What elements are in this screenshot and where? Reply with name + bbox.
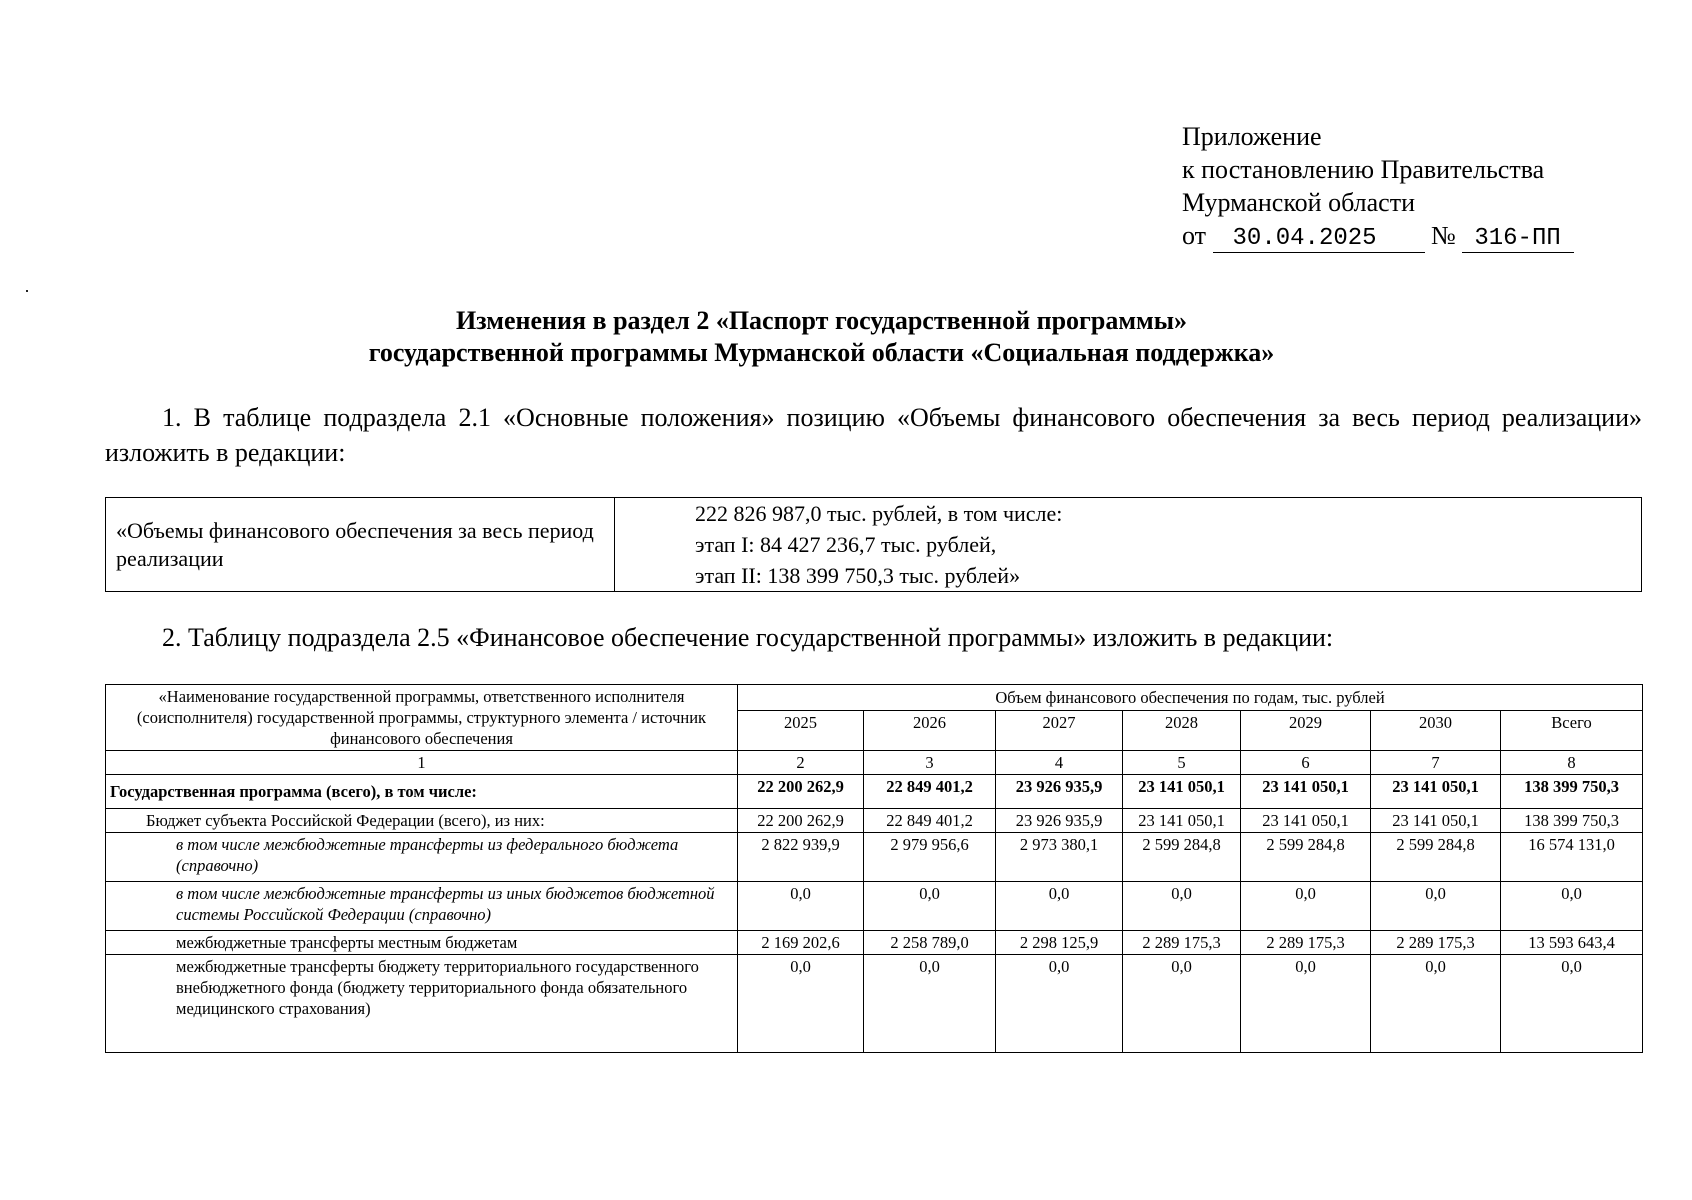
cell-value: 2 289 175,3 — [1371, 931, 1501, 955]
column-number-row — [106, 751, 1643, 775]
funding-volume-value — [615, 498, 1642, 592]
cell-value: 23 926 935,9 — [996, 775, 1123, 809]
cell-value: 22 200 262,9 — [738, 809, 864, 833]
cell-value: 22 849 401,2 — [864, 775, 996, 809]
appendix-line-3: Мурманской области — [1182, 188, 1415, 217]
funding-value-line: этап II: 138 399 750,3 тыс. рублей» — [695, 563, 1021, 588]
funding-volume-table — [105, 497, 1642, 592]
table-row — [106, 833, 1643, 882]
year-header: 2028 — [1123, 711, 1241, 751]
row-label: в том числе межбюджетные трансферты из иных бюджетов бюджетной системы Российской Федерации (справочно) — [106, 882, 738, 931]
cell-value: 0,0 — [738, 882, 864, 931]
year-header: 2025 — [738, 711, 864, 751]
document-title — [105, 305, 1538, 369]
cell-value: 2 822 939,9 — [738, 833, 864, 882]
cell-value: 2 258 789,0 — [864, 931, 996, 955]
scan-speck — [26, 290, 28, 292]
funding-value-line: 222 826 987,0 тыс. рублей, в том числе: — [695, 501, 1063, 526]
cell-value: 0,0 — [996, 955, 1123, 1053]
cell-value: 23 141 050,1 — [1371, 775, 1501, 809]
from-label: от — [1182, 221, 1207, 250]
resolution-number: 316-ПП — [1462, 226, 1574, 253]
cell-value: 2 973 380,1 — [996, 833, 1123, 882]
cell-value: 0,0 — [738, 955, 864, 1053]
table-row — [106, 809, 1643, 833]
column-number: 2 — [738, 751, 864, 775]
year-header: 2027 — [996, 711, 1123, 751]
title-line-2: государственной программы Мурманской области «Социальная поддержка» — [368, 338, 1275, 367]
appendix-date-line — [1182, 219, 1574, 253]
cell-value: 16 574 131,0 — [1501, 833, 1643, 882]
row-label: Бюджет субъекта Российской Федерации (всего), из них: — [106, 809, 738, 833]
cell-value: 0,0 — [1501, 882, 1643, 931]
funding-volume-label: «Объемы финансового обеспечения за весь период реализации — [106, 498, 615, 592]
table-row — [106, 775, 1643, 809]
appendix-line-1: Приложение — [1182, 122, 1322, 151]
header-row — [106, 685, 1643, 711]
cell-value: 2 599 284,8 — [1371, 833, 1501, 882]
cell-value: 0,0 — [1241, 882, 1371, 931]
cell-value: 0,0 — [1123, 882, 1241, 931]
row-label: межбюджетные трансферты местным бюджетам — [106, 931, 738, 955]
column-number: 7 — [1371, 751, 1501, 775]
total-header: Всего — [1501, 711, 1643, 751]
year-header: 2026 — [864, 711, 996, 751]
table-row — [106, 498, 1642, 592]
cell-value: 2 298 125,9 — [996, 931, 1123, 955]
financial-support-table — [105, 684, 1643, 1053]
year-header: 2030 — [1371, 711, 1501, 751]
cell-value: 138 399 750,3 — [1501, 775, 1643, 809]
column-number: 5 — [1123, 751, 1241, 775]
cell-value: 0,0 — [1123, 955, 1241, 1053]
number-label: № — [1431, 221, 1456, 250]
cell-value: 138 399 750,3 — [1501, 809, 1643, 833]
appendix-line-2: к постановлению Правительства — [1182, 155, 1545, 184]
cell-value: 13 593 643,4 — [1501, 931, 1643, 955]
cell-value: 23 141 050,1 — [1241, 775, 1371, 809]
cell-value: 0,0 — [864, 882, 996, 931]
table-row — [106, 882, 1643, 931]
cell-value: 23 141 050,1 — [1123, 809, 1241, 833]
title-line-1: Изменения в раздел 2 «Паспорт государственной программы» — [455, 306, 1188, 335]
cell-value: 2 289 175,3 — [1241, 931, 1371, 955]
row-label: межбюджетные трансферты бюджету территориального государственного внебюджетного фонда (бюджету территориального фонда обязательного медицинского страхования) — [106, 955, 738, 1053]
table-row — [106, 955, 1643, 1053]
cell-value: 0,0 — [1371, 882, 1501, 931]
cell-value: 2 169 202,6 — [738, 931, 864, 955]
resolution-date: 30.04.2025 — [1213, 226, 1425, 253]
cell-value: 2 289 175,3 — [1123, 931, 1241, 955]
cell-value: 23 141 050,1 — [1241, 809, 1371, 833]
cell-value: 0,0 — [996, 882, 1123, 931]
year-header: 2029 — [1241, 711, 1371, 751]
column-number: 1 — [106, 751, 738, 775]
cell-value: 0,0 — [1241, 955, 1371, 1053]
cell-value: 2 599 284,8 — [1241, 833, 1371, 882]
row-label: Государственная программа (всего), в том числе: — [106, 775, 738, 809]
paragraph-1: 1. В таблице подраздела 2.1 «Основные положения» позицию «Объемы финансового обеспечения за весь период реализации» изложить в редакции: — [105, 403, 1642, 467]
column-number: 8 — [1501, 751, 1643, 775]
column-number: 6 — [1241, 751, 1371, 775]
funding-value-line: этап I: 84 427 236,7 тыс. рублей, — [695, 532, 997, 557]
cell-value: 23 141 050,1 — [1123, 775, 1241, 809]
cell-value: 0,0 — [864, 955, 996, 1053]
volume-header: Объем финансового обеспечения по годам, тыс. рублей — [738, 685, 1643, 711]
cell-value: 22 200 262,9 — [738, 775, 864, 809]
cell-value: 2 979 956,6 — [864, 833, 996, 882]
cell-value: 23 141 050,1 — [1371, 809, 1501, 833]
table-row — [106, 931, 1643, 955]
column-number: 3 — [864, 751, 996, 775]
cell-value: 22 849 401,2 — [864, 809, 996, 833]
cell-value: 0,0 — [1501, 955, 1643, 1053]
paragraph-2: 2. Таблицу подраздела 2.5 «Финансовое обеспечение государственной программы» изложить в редакции: — [162, 623, 1334, 652]
row-label: в том числе межбюджетные трансферты из федерального бюджета (справочно) — [106, 833, 738, 882]
name-header: «Наименование государственной программы, ответственного исполнителя (соисполнителя) государственной программы, структурного элемента / источник финансового обеспечения — [106, 685, 738, 751]
cell-value: 2 599 284,8 — [1123, 833, 1241, 882]
cell-value: 23 926 935,9 — [996, 809, 1123, 833]
cell-value: 0,0 — [1371, 955, 1501, 1053]
column-number: 4 — [996, 751, 1123, 775]
appendix-block — [1182, 120, 1574, 253]
